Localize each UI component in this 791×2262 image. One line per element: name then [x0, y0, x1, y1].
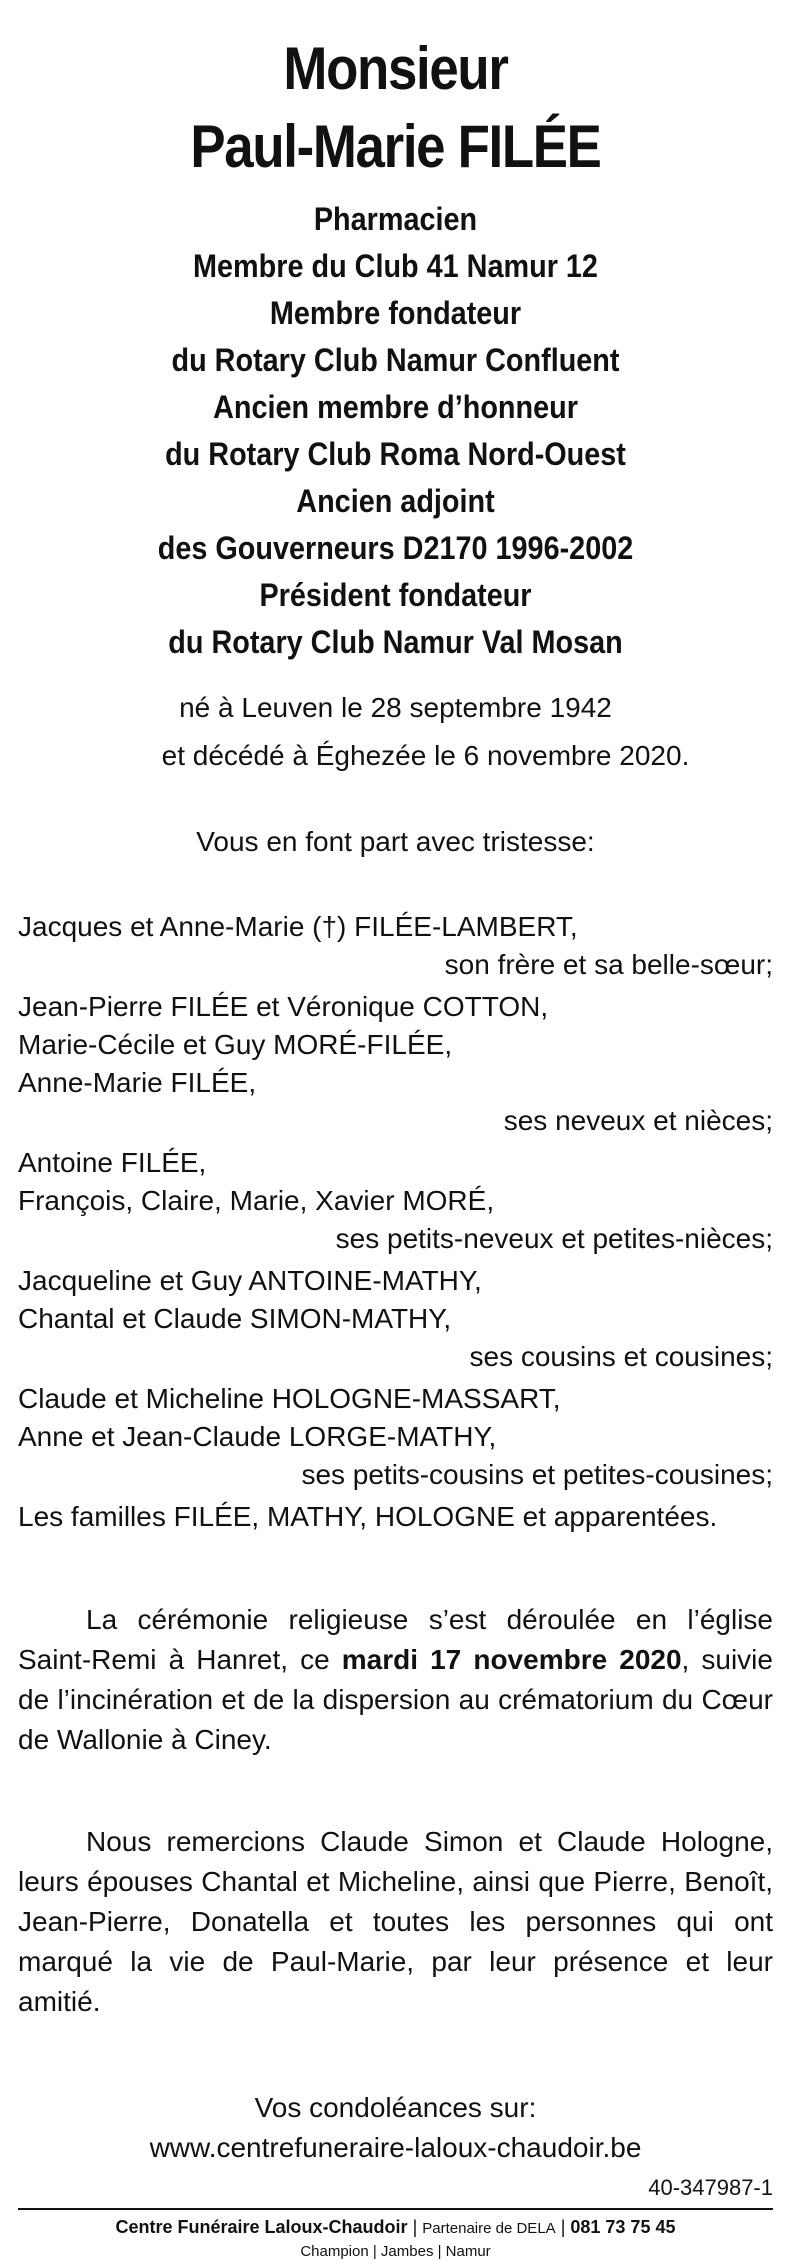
birth-line: né à Leuven le 28 septembre 1942 [179, 692, 612, 723]
family-relation: ses petits-neveux et petites-nièces; [335, 1223, 773, 1254]
family-names: François, Claire, Marie, Xavier MORÉ, [18, 1185, 495, 1216]
family-list [18, 908, 773, 1536]
footer-line [18, 2214, 773, 2242]
ceremony-text-end: , suivie de l’incinération et de la dispersion au crématorium du Cœur de Wallonie à Ciney. [18, 1644, 773, 1755]
family-names: Marie-Cécile et Guy MORÉ-FILÉE, [18, 1029, 453, 1060]
family-relation: ses petits-cousins et petites-cousines; [301, 1459, 773, 1490]
condolences-link[interactable]: www.centrefuneraire-laloux-chaudoir.be [149, 2132, 642, 2163]
family-group [18, 988, 773, 1140]
family-names: Chantal et Claude SIMON-MATHY, [18, 1303, 452, 1334]
family-names: Anne et Jean-Claude LORGE-MATHY, [18, 1421, 497, 1452]
honorific: Monsieur [283, 35, 508, 102]
family-names: Jean-Pierre FILÉE et Véronique COTTON, [18, 991, 549, 1022]
family-relation: son frère et sa belle-sœur; [444, 949, 773, 980]
title-line: Pharmacien [313, 201, 478, 237]
title-line: Président fondateur [259, 577, 532, 613]
condolences [18, 2088, 773, 2168]
family-group [18, 1144, 773, 1258]
title-line: des Gouverneurs D2170 1996-2002 [157, 530, 634, 566]
ceremony-text: La cérémonie religieuse s’est déroulée en l’église Saint-Remi à Hanret, ce [18, 1604, 773, 1675]
family-relation: ses neveux et nièces; [503, 1105, 773, 1136]
title-line: du Rotary Club Namur Confluent [171, 342, 620, 378]
family-names: Claude et Micheline HOLOGNE-MASSART, [18, 1383, 561, 1414]
family-closing: Les familles FILÉE, MATHY, HOLOGNE et apparentées. [18, 1501, 718, 1532]
family-group [18, 1262, 773, 1376]
separator: | [560, 2217, 571, 2237]
partner-text: Partenaire de DELA [422, 2220, 556, 2237]
phone-number: 081 73 75 45 [570, 2217, 676, 2237]
titles-list [18, 196, 773, 666]
title-line: Membre fondateur [269, 295, 522, 331]
family-relation: ses cousins et cousines; [469, 1341, 773, 1372]
condolences-label: Vos condoléances sur: [254, 2092, 537, 2123]
deceased-name: Paul-Marie FILÉE [190, 113, 601, 180]
funeral-home-name: Centre Funéraire Laloux-Chaudoir [115, 2217, 408, 2237]
title-line: du Rotary Club Namur Val Mosan [168, 624, 623, 660]
family-names: Jacqueline et Guy ANTOINE-MATHY, [18, 1265, 482, 1296]
family-names: Anne-Marie FILÉE, [18, 1067, 257, 1098]
title-line: Ancien adjoint [296, 483, 495, 519]
thanks-paragraph: Nous remercions Claude Simon et Claude Hologne, leurs épouses Chantal et Micheline, ainsi que Pierre, Benoît, Jean-Pierre, Donatella et toutes les personnes qui ont marqué la vie de Paul-Marie, par leur présence et leur amitié. [18, 1826, 773, 2017]
family-names: Jacques et Anne-Marie (†) FILÉE-LAMBERT, [18, 911, 578, 942]
footer-locations: Champion | Jambes | Namur [300, 2243, 491, 2260]
family-names: Antoine FILÉE, [18, 1147, 207, 1178]
title-line: Ancien membre d’honneur [213, 389, 578, 425]
announcement: Vous en font part avec tristesse: [196, 826, 595, 857]
separator: | [412, 2217, 423, 2237]
title-line: du Rotary Club Roma Nord-Ouest [165, 436, 626, 472]
life-dates [18, 684, 773, 780]
title-line: Membre du Club 41 Namur 12 [193, 248, 598, 284]
reference-number: 40-347987-1 [648, 2175, 773, 2200]
death-line: et décédé à Éghezée le 6 novembre 2020. [161, 740, 690, 771]
family-group [18, 1380, 773, 1494]
family-group [18, 908, 773, 984]
footer [18, 2208, 773, 2262]
ceremony-paragraph [18, 1600, 773, 1760]
ceremony-date: mardi 17 novembre 2020 [341, 1644, 682, 1675]
